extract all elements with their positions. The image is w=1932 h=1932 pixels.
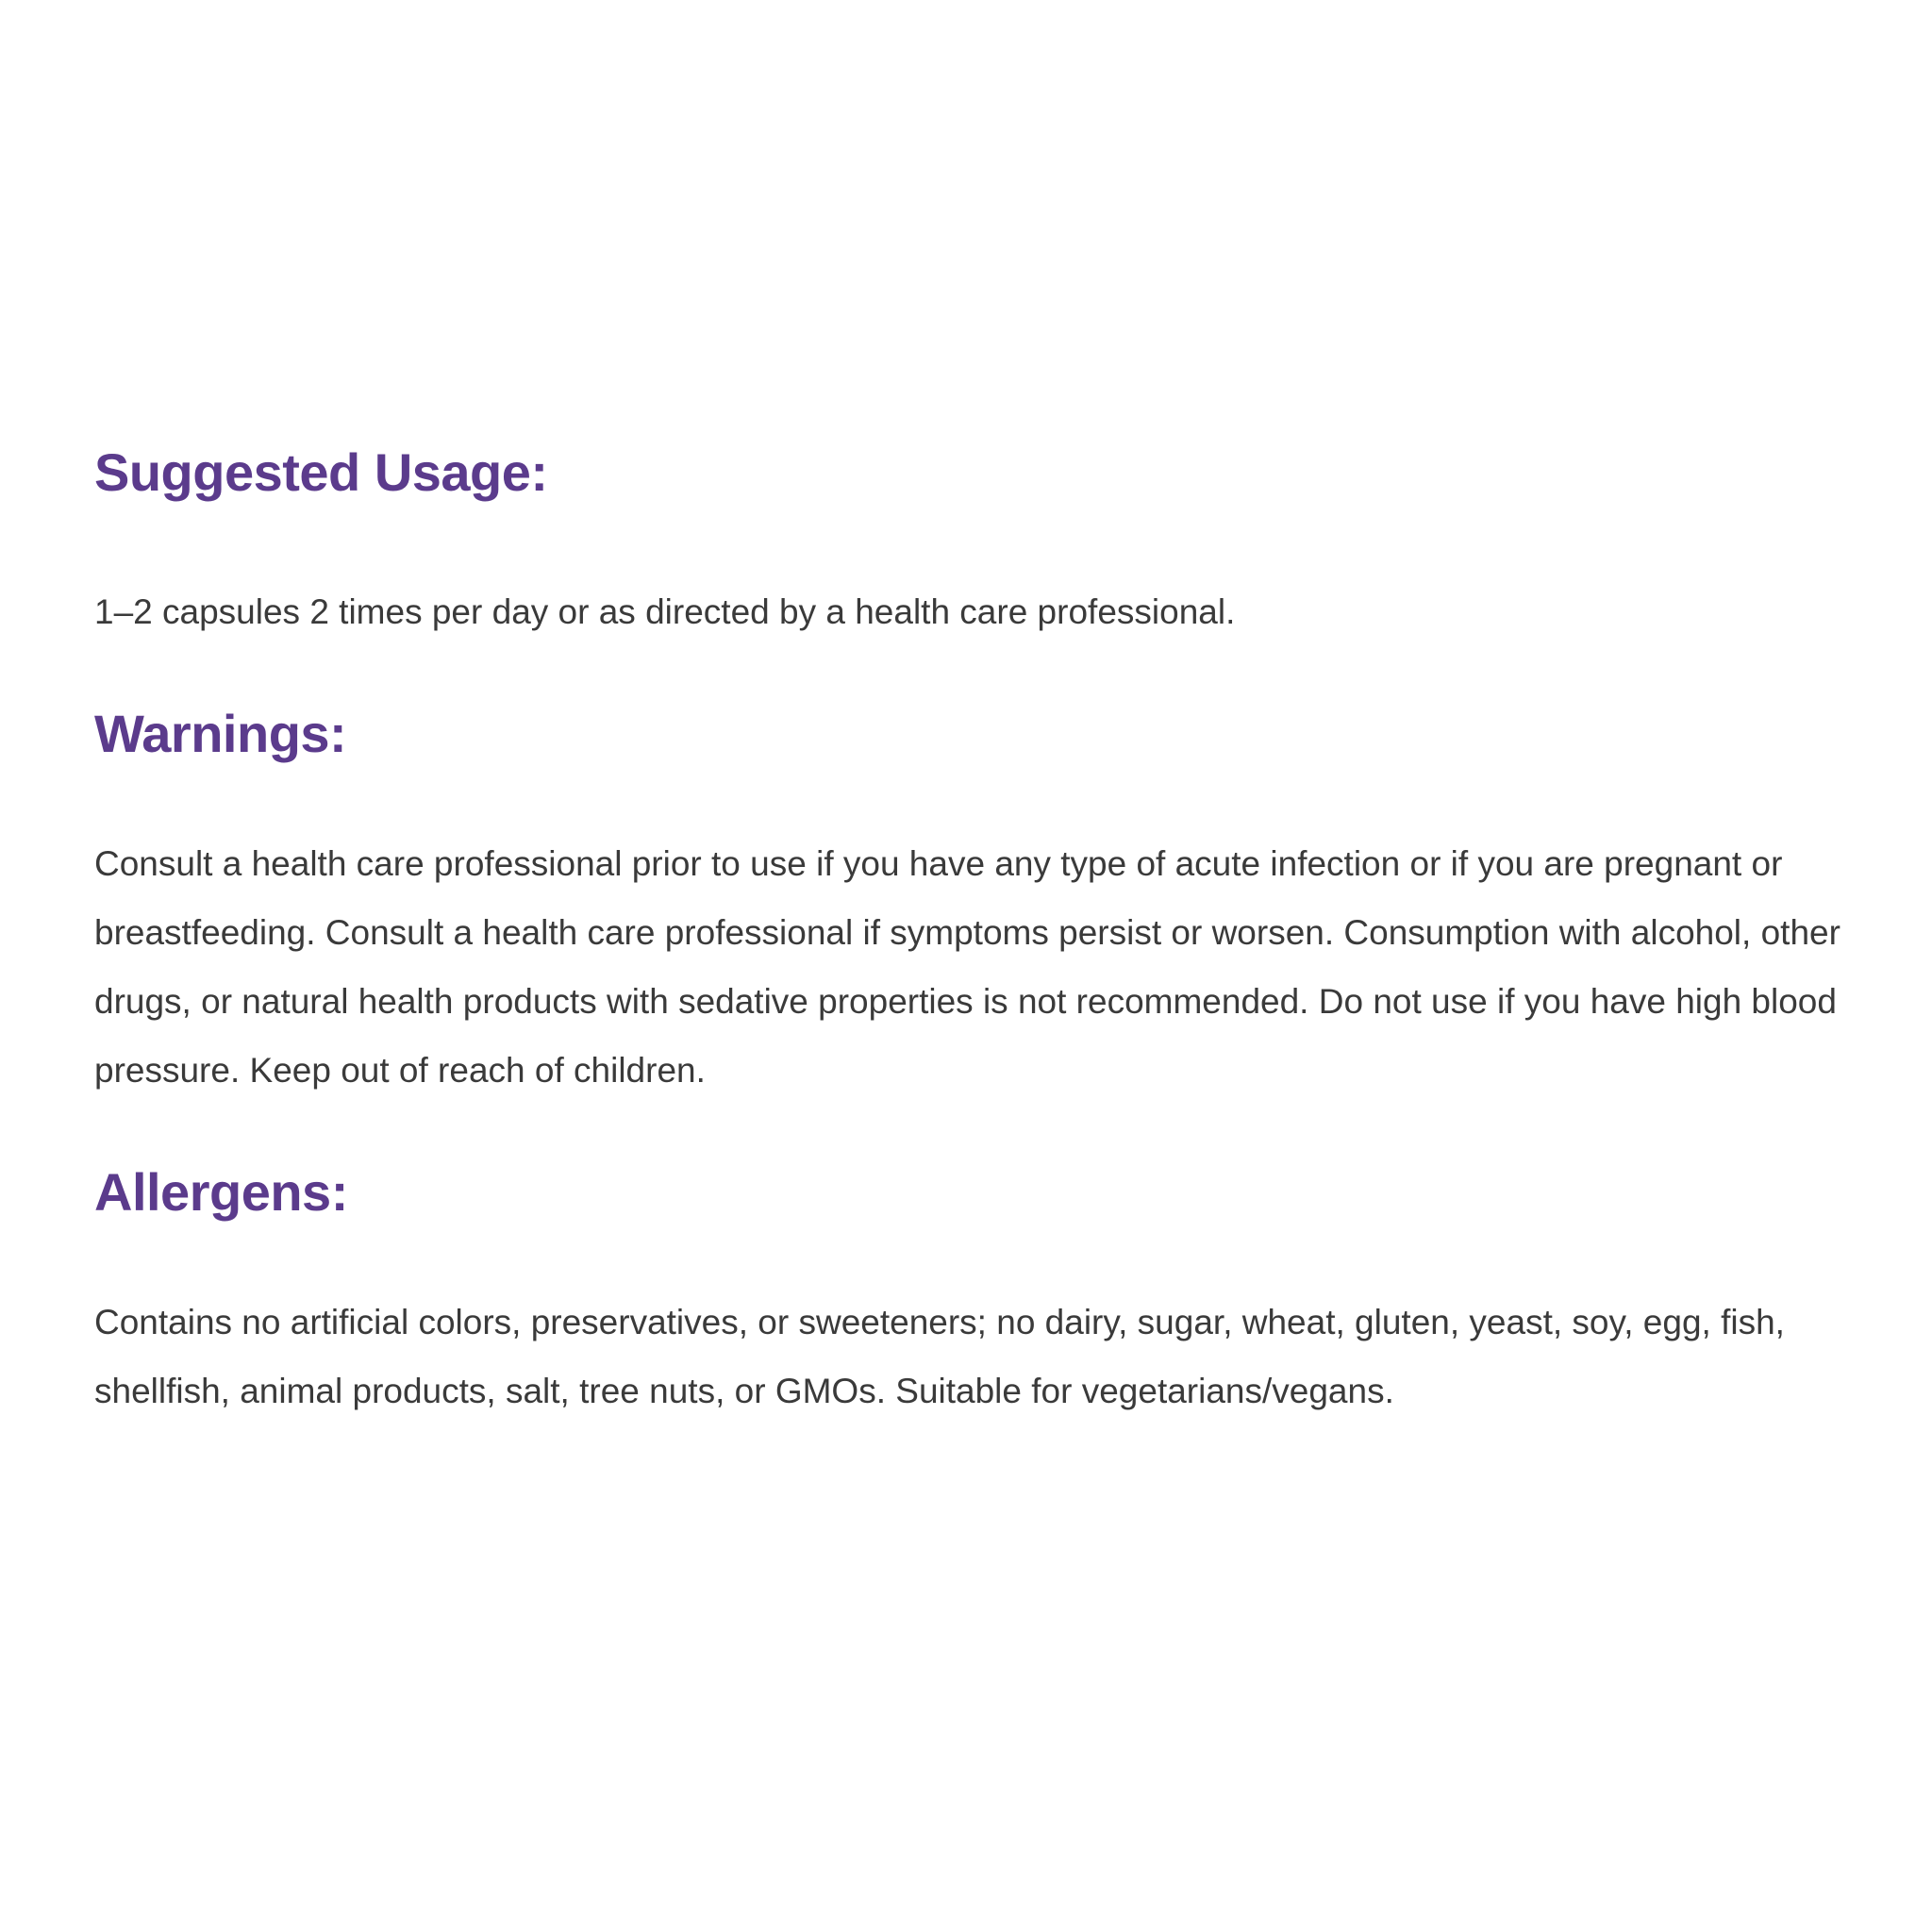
warnings-text: Consult a health care professional prior to use if you have any type of acute infection or if you are pregnant or breastfeeding. Consult a health care professional if symptoms persist or worsen. Consumption with alcohol, other drugs, or natural health products with sedative properties is not recommended. Do not use if you have high blood pressure. Keep out of reach of children. xyxy=(94,844,1840,1090)
suggested-usage-text: 1–2 capsules 2 times per day or as directed by a health care professional. xyxy=(94,592,1236,631)
allergens-heading: Allergens: xyxy=(94,1162,348,1222)
suggested-usage-heading: Suggested Usage: xyxy=(94,442,548,502)
warnings-heading: Warnings: xyxy=(94,704,347,763)
allergens-text: Contains no artificial colors, preservatives, or sweeteners; no dairy, sugar, wheat, gluten, yeast, soy, egg, fish, shellfish, animal products, salt, tree nuts, or GMOs. Suitable for vegetarians/vegans. xyxy=(94,1303,1785,1410)
